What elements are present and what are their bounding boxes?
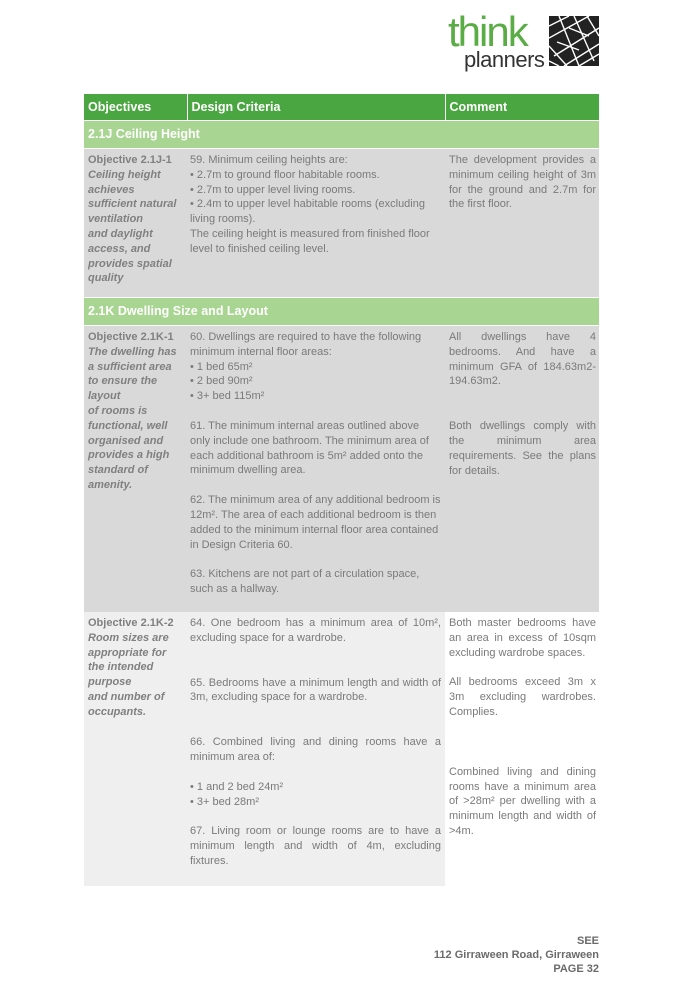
objective-line: sufficient natural: [88, 198, 177, 211]
criteria-60-item: • 1 bed 65m²: [190, 360, 253, 373]
objective-line: Room sizes are: [88, 631, 169, 644]
objective-line: provides a high: [88, 449, 170, 462]
comment-bedroom-dimensions: All bedrooms exceed 3m x 3m excluding wardrobes. Complies.: [449, 676, 596, 718]
header-design-criteria: Design Criteria: [187, 94, 445, 121]
comment-living-dining: Combined living and dining rooms have a minimum area of >28m² per dwelling with a minimum length and width of >4m.: [449, 765, 596, 837]
objective-line: functional, well: [88, 419, 168, 432]
page-footer: [434, 934, 599, 976]
objective-line: and number of: [88, 690, 165, 703]
logo-think-text: think: [448, 8, 527, 55]
comment-comply: Both dwellings comply with the minimum area requirements. See the plans for details.: [449, 420, 596, 477]
criteria-67: 67. Living room or lounge rooms are to have a minimum length and width of 4m, excluding fixtures.: [190, 825, 441, 867]
criteria-line: • 2.7m to upper level living rooms.: [190, 183, 356, 196]
criteria-line: • 2.7m to ground floor habitable rooms.: [190, 168, 380, 181]
comment-bedrooms: All dwellings have 4 bedrooms. And have a minimum GFA of 184.63m2-194.63m2.: [449, 331, 596, 388]
objective-title: Objective 2.1K-2: [88, 617, 174, 629]
comment-ceiling: The development provides a minimum ceiling height of 3m for the ground and 2.7m for the first floor.: [445, 149, 599, 298]
criteria-60-intro: 60. Dwellings are required to have the following minimum internal floor areas:: [190, 331, 422, 358]
criteria-62: 62. The minimum area of any additional bedroom is 12m². The area of each additional bedroom is then added to the minimum internal floor area contained in Design Criteria 60.: [190, 494, 441, 551]
objective-line: ventilation: [88, 213, 144, 226]
criteria-60-63: [187, 326, 445, 613]
objective-line: organised and: [88, 434, 164, 447]
criteria-66-item: • 3+ bed 28m²: [190, 795, 259, 808]
think-planners-logo: [448, 8, 602, 72]
criteria-64: 64. One bedroom has a minimum area of 10m², excluding space for a wardrobe.: [190, 617, 441, 644]
objective-title: Objective 2.1K-1: [88, 331, 174, 343]
objective-line: quality: [88, 272, 124, 285]
criteria-63: 63. Kitchens are not part of a circulation space, such as a hallway.: [190, 568, 420, 596]
criteria-line: 59. Minimum ceiling heights are:: [190, 154, 348, 166]
objective-line: the intended: [88, 661, 154, 674]
objective-line: amenity.: [88, 478, 133, 491]
criteria-60-item: • 3+ bed 115m²: [190, 390, 265, 403]
criteria-66: 66. Combined living and dining rooms have a minimum area of:: [190, 736, 441, 763]
objective-line: a sufficient area: [88, 360, 172, 373]
objective-line: provides spatial: [88, 257, 172, 270]
comment-room-sizes: [445, 612, 599, 886]
objective-line: occupants.: [88, 705, 147, 718]
header-comment: Comment: [445, 94, 599, 121]
comment-master-bedrooms: Both master bedrooms have an area in excess of 10sqm excluding wardrobe spaces.: [449, 617, 596, 659]
objective-line: and daylight: [88, 227, 153, 240]
section-dwelling-size: 2.1K Dwelling Size and Layout: [84, 298, 599, 326]
design-criteria-table: [84, 94, 599, 886]
objective-2-1k-1: [84, 326, 187, 613]
criteria-61: 61. The minimum internal areas outlined above only include one bathroom. The minimum area of each additional bathroom is 5m² added onto the minimum dwelling area.: [190, 419, 429, 477]
objective-line: access, and: [88, 242, 151, 255]
objective-line: purpose: [88, 676, 132, 689]
logo-map-icon: [549, 16, 599, 66]
objective-line: achieves: [88, 183, 135, 196]
comment-dwelling-size: [445, 326, 599, 613]
objective-line: Ceiling height: [88, 168, 161, 181]
objective-title: Objective 2.1J-1: [88, 154, 172, 166]
objective-line: layout: [88, 390, 121, 403]
objective-2-1j-1: [84, 149, 187, 298]
objective-line: standard of: [88, 464, 148, 477]
objective-2-1k-2: [84, 612, 187, 886]
objective-line: appropriate for: [88, 646, 167, 659]
header-objectives: Objectives: [84, 94, 187, 121]
criteria-line: The ceiling height is measured from finished floor level to finished ceiling level.: [190, 227, 430, 255]
objective-line: to ensure the: [88, 375, 158, 388]
criteria-64-67: [187, 612, 445, 886]
logo-planners-text: planners: [464, 47, 545, 72]
criteria-66-item: • 1 and 2 bed 24m²: [190, 780, 284, 793]
criteria-60-item: • 2 bed 90m²: [190, 375, 253, 388]
section-ceiling-height: 2.1J Ceiling Height: [84, 121, 599, 149]
objective-line: of rooms is: [88, 404, 148, 417]
criteria-line: • 2.4m to upper level habitable rooms (excluding living rooms).: [190, 198, 425, 226]
footer-address: 112 Girraween Road, Girraween: [433, 949, 599, 961]
criteria-65: 65. Bedrooms have a minimum length and width of 3m, excluding space for a wardrobe.: [190, 676, 441, 704]
footer-page-number: PAGE 32: [553, 963, 599, 975]
criteria-59: [187, 149, 445, 298]
objective-line: The dwelling has: [88, 345, 177, 358]
footer-see: SEE: [576, 935, 599, 947]
